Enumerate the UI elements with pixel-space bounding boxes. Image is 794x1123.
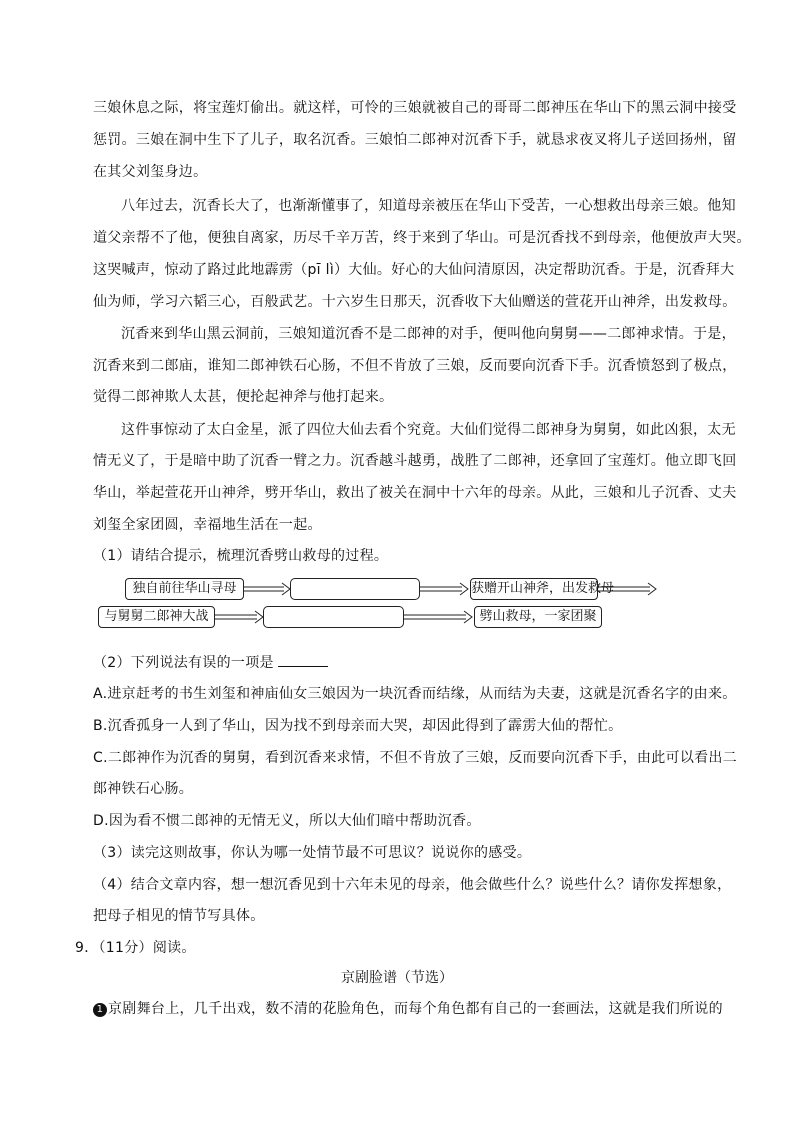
question-4-cont: 把母子相见的情节写具体。 xyxy=(93,908,265,924)
flow-step-2-blank[interactable] xyxy=(290,578,420,600)
story-line: 三娘休息之际，将宝莲灯偷出。就这样，可怜的三娘就被自己的哥哥二郎神压在华山下的黑云洞中接受 xyxy=(93,100,737,116)
section-9-title: 京剧脸谱（节选） xyxy=(341,970,453,986)
flow-step-6: 劈山救母，一家团聚 xyxy=(474,606,602,628)
story-line: 这哭喊声，惊动了路过此地霹雳（pī lì）大仙。好心的大仙问清原因，决定帮助沉香。于是，沉香拜大 xyxy=(93,262,735,278)
flow-step-5-blank[interactable] xyxy=(263,606,404,628)
answer-blank[interactable] xyxy=(278,652,328,667)
story-line: 沉香来到华山黑云洞前，三娘知道沉香不是二郎神的对手，便叫他向舅舅——二郎神求情。于是， xyxy=(121,326,736,342)
paragraph-number-badge: 1 xyxy=(93,1003,107,1017)
section-9-para-1-text: 京剧舞台上，几千出戏，数不清的花脸角色，而每个角色都有自己的一套画法，这就是我们所说的 xyxy=(108,1001,723,1017)
option-d: D.因为看不惯二郎神的无情无义，所以大仙们暗中帮助沉香。 xyxy=(93,813,481,829)
question-4: （4）结合文章内容，想一想沉香见到十六年未见的母亲，他会做些什么？说些什么？请你发挥想象， xyxy=(93,877,732,893)
story-line: 惩罚。三娘在洞中生下了儿子，取名沉香。三娘怕二郎神对沉香下手，就恳求夜叉将儿子送回扬州，留 xyxy=(93,132,737,148)
story-line: 这件事惊动了太白金星，派了四位大仙去看个究竟。大仙们觉得二郎神身为舅舅，如此凶狠，太无 xyxy=(121,422,736,438)
story-line: 在其父刘玺身边。 xyxy=(93,164,208,180)
arrow-icon xyxy=(244,583,290,595)
flow-step-1: 独自前往华山寻母 xyxy=(125,578,244,600)
section-9-header: 9．（11分）阅读。 xyxy=(75,940,196,956)
story-line: 情无义了，于是暗中助了沉香一臂之力。沉香越斗越勇，战胜了二郎神，还拿回了宝莲灯。他立即飞回 xyxy=(93,453,737,469)
flow-step-4: 与舅舅二郎神大战 xyxy=(98,606,215,628)
option-c: C.二郎神作为沉香的舅舅，看到沉香来求情，不但不肯放了三娘，反而要向沉香下手，由此可以看出二 xyxy=(93,750,738,766)
arrow-icon xyxy=(404,611,472,623)
story-line: 沉香来到二郎庙，谁知二郎神铁石心肠，不但不肯放了三娘，反而要向沉香下手。沉香愤怒到了极点， xyxy=(93,358,737,374)
question-2 xyxy=(93,652,723,673)
option-b: B.沉香孤身一人到了华山，因为找不到母亲而大哭，却因此得到了霹雳大仙的帮忙。 xyxy=(93,718,623,734)
section-9-para-1 xyxy=(93,999,723,1019)
story-line: 八年过去，沉香长大了，也渐渐懂事了，知道母亲被压在华山下受苦，一心想救出母亲三娘。他知 xyxy=(121,198,736,214)
question-3: （3）读完这则故事，你认为哪一处情节最不可思议？说说你的感受。 xyxy=(93,845,532,861)
flow-step-3: 获赠开山神斧，出发救母 xyxy=(470,578,598,600)
story-line: 觉得二郎神欺人太甚，便抡起神斧与他打起来。 xyxy=(93,389,394,405)
story-line: 仙为师，学习六韬三心，百般武艺。十六岁生日那天，沉香收下大仙赠送的萱花开山神斧，出发救母。 xyxy=(93,294,737,310)
arrow-icon xyxy=(420,583,468,595)
story-line: 华山，举起萱花开山神斧，劈开华山，救出了被关在洞中十六年的母亲。从此，三娘和儿子沉香、丈夫 xyxy=(93,485,737,501)
story-line: 道父亲帮不了他，便独自离家，历尽千辛万苦，终于来到了华山。可是沉香找不到母亲，他便放声大哭。 xyxy=(93,230,751,246)
question-2-text: （2）下列说法有误的一项是 xyxy=(93,655,274,671)
arrow-icon xyxy=(215,611,263,623)
option-a: A.进京赶考的书生刘玺和神庙仙女三娘因为一块沉香而结缘，从而结为夫妻，这就是沉香名字的由来。 xyxy=(93,686,737,702)
story-line: 刘玺全家团圆，幸福地生活在一起。 xyxy=(93,517,322,533)
option-c-cont: 郎神铁石心肠。 xyxy=(93,781,194,797)
question-1: （1）请结合提示，梳理沉香劈山救母的过程。 xyxy=(93,548,389,564)
